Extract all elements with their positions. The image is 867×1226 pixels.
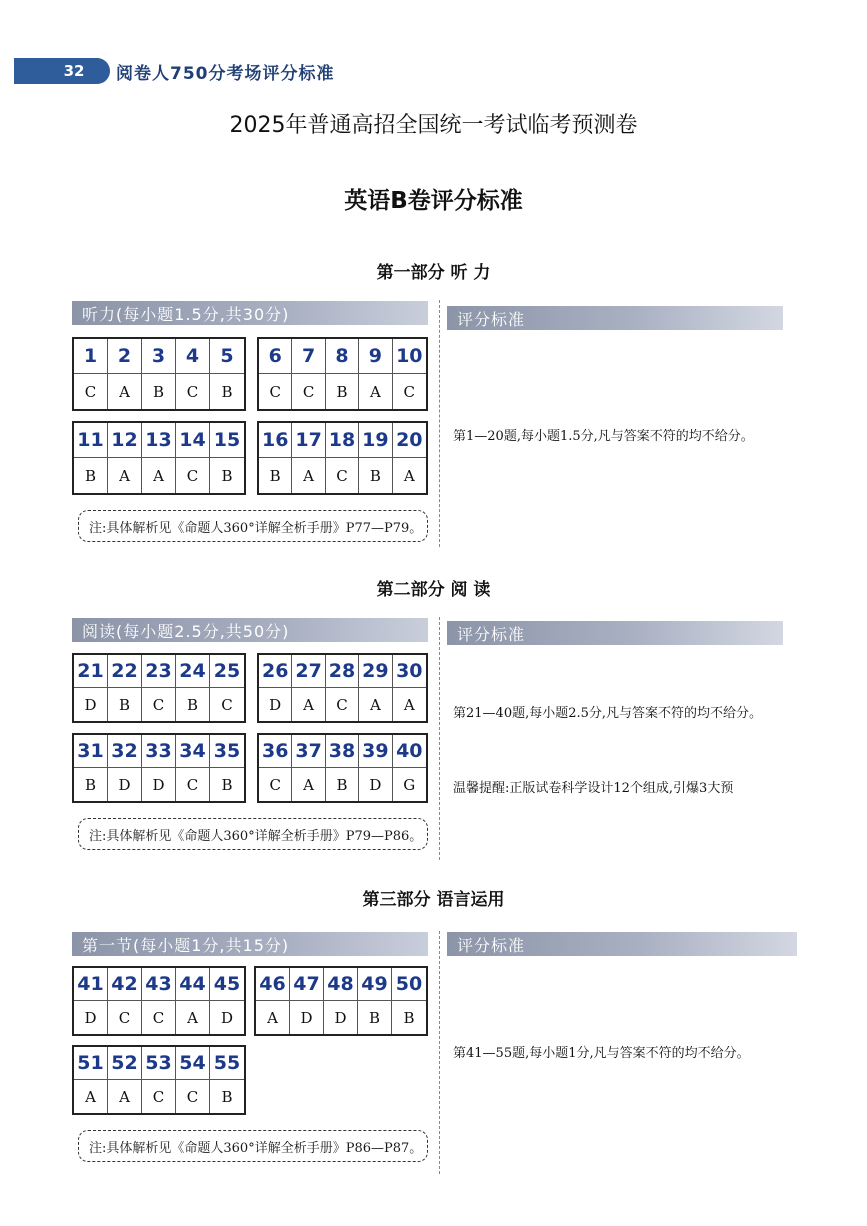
question-number: 22 <box>108 655 142 688</box>
answer-letter: C <box>142 1080 176 1113</box>
answer-letter: C <box>176 768 210 801</box>
question-number: 50 <box>392 968 426 1001</box>
question-number: 42 <box>108 968 142 1001</box>
column-divider <box>439 300 440 547</box>
answer-letter: G <box>403 775 416 794</box>
answer-letter: B <box>403 1008 415 1027</box>
answer-letter: A <box>292 768 325 801</box>
question-number: 9 <box>359 339 392 374</box>
answer-letter: C <box>292 374 325 409</box>
score-criteria-text: 第41—55题,每小题1分,凡与答案不符的均不给分。 <box>453 1046 750 1061</box>
question-number: 35 <box>210 735 244 768</box>
question-number: 11 <box>74 423 108 458</box>
page-number: 32 <box>14 58 110 84</box>
answer-table <box>72 421 246 495</box>
answer-letter: B <box>108 688 142 721</box>
answer-letter: B <box>358 1001 392 1034</box>
answer-letter: A <box>359 374 392 409</box>
answer-letter: D <box>220 1008 234 1027</box>
answer-letter: B <box>221 1087 233 1106</box>
answer-letter: C <box>221 695 233 714</box>
question-number: 15 <box>210 423 244 458</box>
question-number: 47 <box>290 968 324 1001</box>
question-number: 32 <box>108 735 142 768</box>
analysis-note: 注:具体解析见《命题人360°详解全析手册》P77—P79。 <box>78 510 428 542</box>
question-number: 4 <box>176 339 210 374</box>
question-number: 23 <box>142 655 176 688</box>
answer-table <box>257 337 428 411</box>
answer-letter: B <box>221 775 233 794</box>
answer-letter: B <box>74 768 108 801</box>
answer-letter: C <box>142 1001 176 1034</box>
reading-bar: 阅读(每小题2.5分,共50分) <box>72 618 428 642</box>
section-title-language-use: 第三部分 语言运用 <box>362 890 505 910</box>
question-number: 27 <box>292 655 325 688</box>
score-line: 第21—40题,每小题2.5分,凡与答案不符的均不给分。 <box>453 706 763 721</box>
analysis-note: 注:具体解析见《命题人360°详解全析手册》P79—P86。 <box>78 818 428 850</box>
answer-letter: D <box>359 768 392 801</box>
answer-letter: B <box>221 382 233 401</box>
question-number: 48 <box>324 968 358 1001</box>
answer-letter: A <box>176 1001 210 1034</box>
question-number: 49 <box>358 968 392 1001</box>
score-criteria-text <box>453 651 785 853</box>
answer-table <box>257 733 428 803</box>
answer-letter: A <box>142 458 176 493</box>
score-bar: 评分标准 <box>447 932 797 956</box>
answer-letter: B <box>176 688 210 721</box>
answer-letter: C <box>176 458 210 493</box>
answer-letter: C <box>326 688 359 721</box>
question-number: 51 <box>74 1047 108 1080</box>
question-number: 33 <box>142 735 176 768</box>
question-number: 38 <box>326 735 359 768</box>
column-divider <box>439 617 440 860</box>
answer-letter: D <box>142 768 176 801</box>
score-bar: 评分标准 <box>447 306 783 330</box>
answer-letter: B <box>326 374 359 409</box>
answer-table <box>72 337 246 411</box>
score-line <box>453 851 785 853</box>
answer-letter: C <box>403 382 416 401</box>
question-number: 46 <box>256 968 290 1001</box>
section-title-listening: 第一部分 听 力 <box>376 263 491 283</box>
question-number: 24 <box>176 655 210 688</box>
question-number: 36 <box>259 735 292 768</box>
question-number: 41 <box>74 968 108 1001</box>
question-number: 21 <box>74 655 108 688</box>
question-number: 8 <box>326 339 359 374</box>
answer-table <box>72 966 246 1036</box>
answer-letter: B <box>142 374 176 409</box>
answer-letter: C <box>176 1080 210 1113</box>
question-number: 10 <box>393 339 426 374</box>
question-number: 1 <box>74 339 108 374</box>
question-number: 53 <box>142 1047 176 1080</box>
score-bar: 评分标准 <box>447 621 783 645</box>
question-number: 7 <box>292 339 325 374</box>
section-one-bar: 第一节(每小题1分,共15分) <box>72 932 428 956</box>
answer-letter: D <box>108 768 142 801</box>
question-number: 52 <box>108 1047 142 1080</box>
answer-letter: A <box>359 688 392 721</box>
question-number: 54 <box>176 1047 210 1080</box>
book-title: 阅卷人750分考场评分标准 <box>116 63 335 84</box>
question-number: 55 <box>210 1047 244 1080</box>
column-divider <box>439 931 440 1174</box>
answer-letter: C <box>176 374 210 409</box>
answer-letter: D <box>259 688 292 721</box>
answer-letter: B <box>359 458 392 493</box>
answer-letter: D <box>74 1001 108 1034</box>
question-number: 26 <box>259 655 292 688</box>
question-number: 30 <box>393 655 426 688</box>
answer-letter: B <box>259 458 292 493</box>
question-number: 29 <box>359 655 392 688</box>
answer-table <box>72 733 246 803</box>
question-number: 44 <box>176 968 210 1001</box>
answer-letter: D <box>290 1001 324 1034</box>
answer-table <box>257 653 428 723</box>
answer-letter: A <box>108 374 142 409</box>
answer-letter: B <box>74 458 108 493</box>
question-number: 3 <box>142 339 176 374</box>
listening-bar: 听力(每小题1.5分,共30分) <box>72 301 428 325</box>
question-number: 20 <box>393 423 426 458</box>
answer-letter: C <box>326 458 359 493</box>
answer-table <box>72 1045 246 1115</box>
question-number: 18 <box>326 423 359 458</box>
answer-letter: A <box>292 458 325 493</box>
score-criteria-text: 第1—20题,每小题1.5分,凡与答案不符的均不给分。 <box>453 429 754 444</box>
question-number: 12 <box>108 423 142 458</box>
answer-letter: A <box>108 1080 142 1113</box>
question-number: 2 <box>108 339 142 374</box>
score-line: 温馨提醒:正版试卷科学设计12个组成,引爆3大预 <box>453 781 734 796</box>
question-number: 13 <box>142 423 176 458</box>
answer-letter: C <box>259 768 292 801</box>
question-number: 45 <box>210 968 244 1001</box>
answer-letter: A <box>292 688 325 721</box>
answer-letter: C <box>108 1001 142 1034</box>
question-number: 17 <box>292 423 325 458</box>
answer-letter: B <box>326 768 359 801</box>
answer-table <box>257 421 428 495</box>
exam-title: 2025年普通高招全国统一考试临考预测卷 <box>229 113 638 138</box>
question-number: 39 <box>359 735 392 768</box>
answer-letter: B <box>221 466 233 485</box>
answer-letter: D <box>324 1001 358 1034</box>
question-number: 31 <box>74 735 108 768</box>
question-number: 43 <box>142 968 176 1001</box>
question-number: 28 <box>326 655 359 688</box>
answer-table <box>72 653 246 723</box>
paper-title: 英语B卷评分标准 <box>344 188 523 214</box>
answer-letter: A <box>108 458 142 493</box>
answer-letter: C <box>142 688 176 721</box>
answer-letter: A <box>74 1080 108 1113</box>
page-header <box>14 58 335 84</box>
answer-letter: A <box>403 695 415 714</box>
question-number: 16 <box>259 423 292 458</box>
question-number: 19 <box>359 423 392 458</box>
answer-letter: A <box>256 1001 290 1034</box>
section-title-reading: 第二部分 阅 读 <box>376 580 491 600</box>
question-number: 14 <box>176 423 210 458</box>
question-number: 37 <box>292 735 325 768</box>
answer-letter: D <box>74 688 108 721</box>
question-number: 6 <box>259 339 292 374</box>
question-number: 25 <box>210 655 244 688</box>
analysis-note: 注:具体解析见《命题人360°详解全析手册》P86—P87。 <box>78 1130 428 1162</box>
answer-letter: C <box>259 374 292 409</box>
question-number: 40 <box>393 735 426 768</box>
answer-table <box>254 966 428 1036</box>
answer-letter: A <box>403 466 415 485</box>
question-number: 5 <box>210 339 244 374</box>
answer-letter: C <box>74 374 108 409</box>
question-number: 34 <box>176 735 210 768</box>
